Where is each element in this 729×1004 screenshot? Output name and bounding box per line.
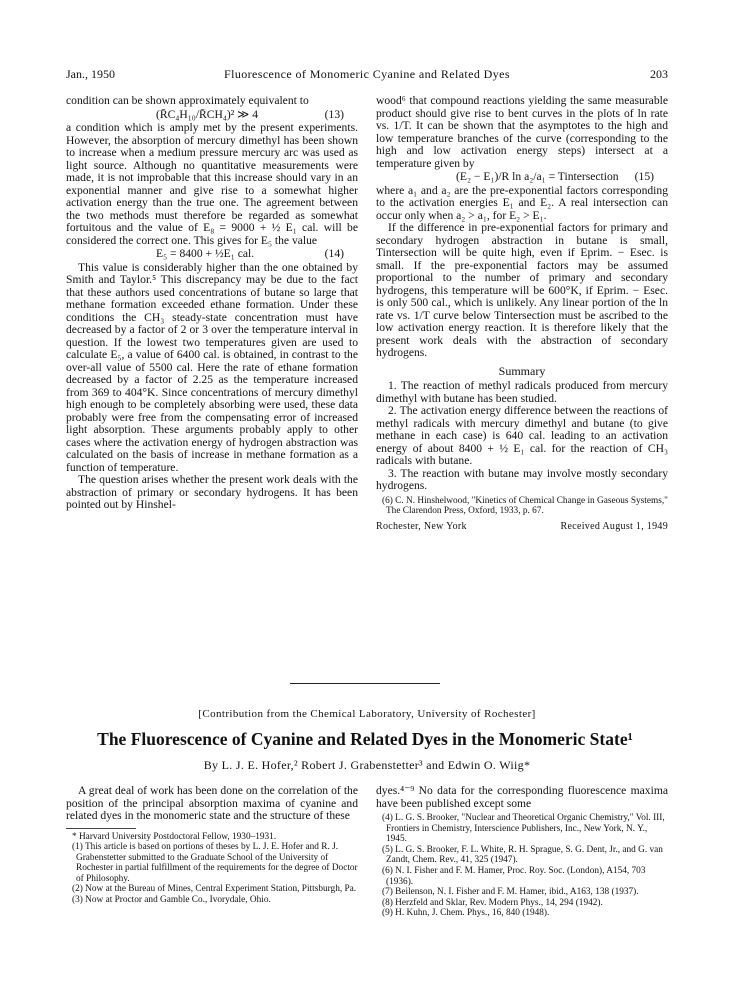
footnote: (7) Beilenson, N. I. Fisher and F. M. Hamer, ibid., A163, 138 (1937).	[382, 887, 639, 898]
summary-item: 1. The reaction of methyl radicals produced from mercury dimethyl with butane has been studied.	[376, 379, 668, 405]
footnote: (6) C. N. Hinshelwood, "Kinetics of Chemical Change in Gaseous Systems," The Clarendon Press, Oxford, 1933, p. 67.	[382, 495, 668, 517]
page-number: 203	[650, 67, 668, 81]
footnote: (8) Herzfeld and Sklar, Rev. Modern Phys., 14, 294 (1942).	[382, 897, 603, 908]
equation-number: (15)	[634, 170, 654, 183]
paragraph: The question arises whether the present work deals with the abstraction of primary or secondary hydrogens. It has been pointed out by Hinshel-	[66, 473, 358, 511]
author-line: By L. J. E. Hofer,² Robert J. Grabenstetter³ and Edwin O. Wiig*	[203, 758, 531, 772]
equation-body: E₅ = 8400 + ½E₁ cal.	[156, 247, 255, 260]
footnote: (2) Now at the Bureau of Mines, Central Experiment Station, Pittsburgh, Pa.	[72, 884, 357, 895]
summary-item: 2. The activation energy difference between the reactions of methyl radicals with mercury dimethyl and butane (to give methane in each case) is 640 cal. leading to an activation energy of about 8400 + ½ E₁ cal. for the reaction of CH₃ radicals with butane.	[376, 404, 668, 467]
footnote-separator	[66, 828, 136, 829]
footnote: * Harvard University Postdoctoral Fellow, 1930–1931.	[72, 831, 277, 842]
footnote: (1) This article is based on portions of theses by L. J. E. Hofer and R. J. Grabenstetter submitted to the Graduate School of the University of Rochester in partial fulfillment of the requirements for the degree of Doctor of Philosophy.	[72, 842, 358, 884]
paragraph: wood⁶ that compound reactions yielding the same measurable product should give rise to bent curves in the plots of ln rate vs. 1/T. It can be shown that the asymptotes to the high and low temperature branches of the curve (corresponding to the high and low activation energy steps) intersect at a temperature given by	[376, 94, 668, 170]
location: Rochester, New York	[376, 520, 467, 532]
footnote: (4) L. G. S. Brooker, "Nuclear and Theoretical Organic Chemistry," Vol. III, Frontiers in Chemistry, Interscience Publishers, Inc., New York, N. Y., 1945.	[382, 813, 665, 845]
equation-number: (13)	[324, 107, 344, 121]
summary-item: 3. The reaction with butane may involve mostly secondary hydrogens.	[376, 466, 668, 492]
equation-14	[66, 247, 358, 262]
footnote: (9) H. Kuhn, J. Chem. Phys., 16, 840 (1948).	[382, 908, 550, 919]
footnote: (3) Now at Proctor and Gamble Co., Ivorydale, Ohio.	[72, 895, 271, 906]
contribution-line: [Contribution from the Chemical Laboratory, University of Rochester]	[198, 708, 536, 720]
article-left-column	[66, 785, 358, 906]
equation-body: (E₂ − E₁)/R ln a₂/a₁ = Tintersection	[456, 170, 619, 183]
paragraph: If the difference in pre-exponential factors for primary and secondary hydrogen abstraction in butane is small, Tintersection will be quite high, even if Eprim. − Esec. is small. If the pre-exponential factors may be assumed proportional to the number of primary and secondary hydrogens, this temperature will be 600°K, if Eprim. − Esec. is only 500 cal., which is unlikely. Any linear portion of the ln rate vs. 1/T curve below Tintersection must be ascribed to the low activation energy reaction. It is therefore likely that the present work deals with the abstraction of secondary hydrogens.	[376, 221, 668, 359]
summary-heading: Summary	[498, 363, 546, 378]
article-right-column	[376, 785, 668, 919]
paragraph: where a₁ and a₂ are the pre-exponential factors corresponding to the activation energies E₁ and E₂. A real intersection can occur only when a₂ > a₁, for E₂ > E₁.	[376, 183, 668, 222]
footnote: (6) N. I. Fisher and F. M. Hamer, Proc. Roy. Soc. (London), A154, 703 (1936).	[382, 865, 646, 887]
article-title: The Fluorescence of Cyanine and Related Dyes in the Monomeric State¹	[97, 729, 633, 749]
paragraph: a condition which is amply met by the present experiments. However, the absorption of mercury dimethyl has been shown to increase when a medium pressure mercury arc was used as light source. Although no quantitative measurements were made, it is not improbable that this increase should vary in an exponential manner and give rise to a somewhat higher activation energy than the true one. The agreement between the two methods must therefore be regarded as somewhat fortuitous and the value of E₈ = 9000 + ½ E₁ cal. will be considered the correct one. This gives for E₅ the value	[66, 121, 358, 247]
paragraph: A great deal of work has been done on the correlation of the position of the principal absorption maxima of cyanine and related dyes in the monomeric state and the structure of these	[66, 784, 358, 822]
running-header	[66, 67, 668, 83]
paragraph: dyes.⁴⁻⁹ No data for the corresponding fluorescence maxima have been published except some	[376, 784, 668, 810]
section-divider	[290, 683, 440, 684]
footnote: (5) L. G. S. Brooker, F. L. White, R. H. Sprague, S. G. Dent, Jr., and G. van Zandt, Chem. Rev., 41, 325 (1947).	[382, 844, 663, 866]
header-date: Jan., 1950	[66, 67, 115, 81]
dateline	[376, 521, 668, 534]
equation-15	[376, 170, 668, 185]
paragraph: condition can be shown approximately equivalent to	[66, 94, 309, 107]
equation-body: (R̄C₄H₁₀/R̄CH₄)² ≫ 4	[156, 107, 258, 121]
equation-13	[66, 108, 358, 123]
paragraph: This value is considerably higher than the one obtained by Smith and Taylor.⁵ This discrepancy may be due to the fact that these authors used concentrations of butane so large that methane formation exceeded ethane formation. Under these conditions the CH₃ steady-state concentration must have decreased by a factor of 2 or 3 over the temperature interval in question. If the lowest two temperatures given are used to calculate E₅, a value of 6400 cal. is obtained, in contrast to the over-all value of 5500 cal. Here the rate of ethane formation decreased by a factor of 2.25 as the temperature increased from 369 to 404°K. Since concentrations of mercury dimethyl high enough to be completely absorbing were used, these data probably were free from the compensating error of increased light absorption. These arguments probably apply to other cases where the activation energy of hydrogen abstraction was calculated on the basis of increase in methane formation as a function of temperature.	[66, 260, 358, 474]
header-title: Fluorescence of Monomeric Cyanine and Related Dyes	[224, 67, 510, 81]
received-date: Received August 1, 1949	[560, 520, 668, 532]
left-column	[66, 95, 358, 512]
right-column	[376, 95, 668, 533]
equation-number: (14)	[324, 247, 344, 260]
